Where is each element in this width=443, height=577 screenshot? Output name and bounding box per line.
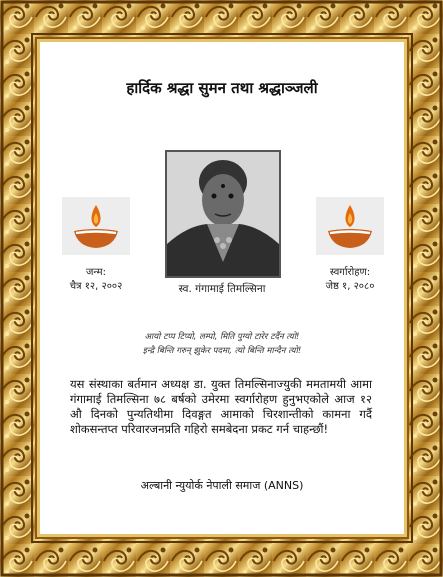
diya-lamp-icon [62,197,130,255]
condolence-message: यस संस्थाका बर्तमान अध्यक्ष डा. युक्त तिमल्सिनाज्युकी ममतामयी आमा गंगामाई तिमल्सिना ७८ बर्षको उमेरमा स्वर्गारोहण हुनुभएकोले आज १२ औ दिनको पुन्यतिथीमा दिवङ्गत आमाको चिरशान्तीको कामना गर्दै शोकसन्तप्त परिवारजनप्रति गहिरो समबेदना प्रकट गर्न चाहन्छौं! [70,377,372,436]
portrait-photo [165,150,281,278]
poem-line: आयो टप्प टिप्यो, लम्पो, मिति पुग्यो टारेर टर्दैन त्यो! [144,332,300,342]
birth-date: चैत्र १२, २००२ [69,281,123,292]
card-panel [40,42,404,534]
birth-label: जन्म: [86,267,106,278]
card-title: हार्दिक श्रद्धा सुमन तथा श्रद्धाञ्जली [126,79,318,97]
poem-line: इन्द्रै बिन्ति गरुन् झुकेर पदमा, त्यो बिन्ति मान्दैन त्यो! [142,346,302,356]
diya-lamp-icon [316,197,384,255]
death-label: स्वर्गारोहण: [329,267,371,278]
deceased-name: स्व. गंगामाई तिमल्सिना [178,283,266,295]
death-date: जेष्ठ १, २०८० [325,281,375,292]
organization-name: अल्बानी न्युयोर्क नेपाली समाज (ANNS) [140,479,304,492]
